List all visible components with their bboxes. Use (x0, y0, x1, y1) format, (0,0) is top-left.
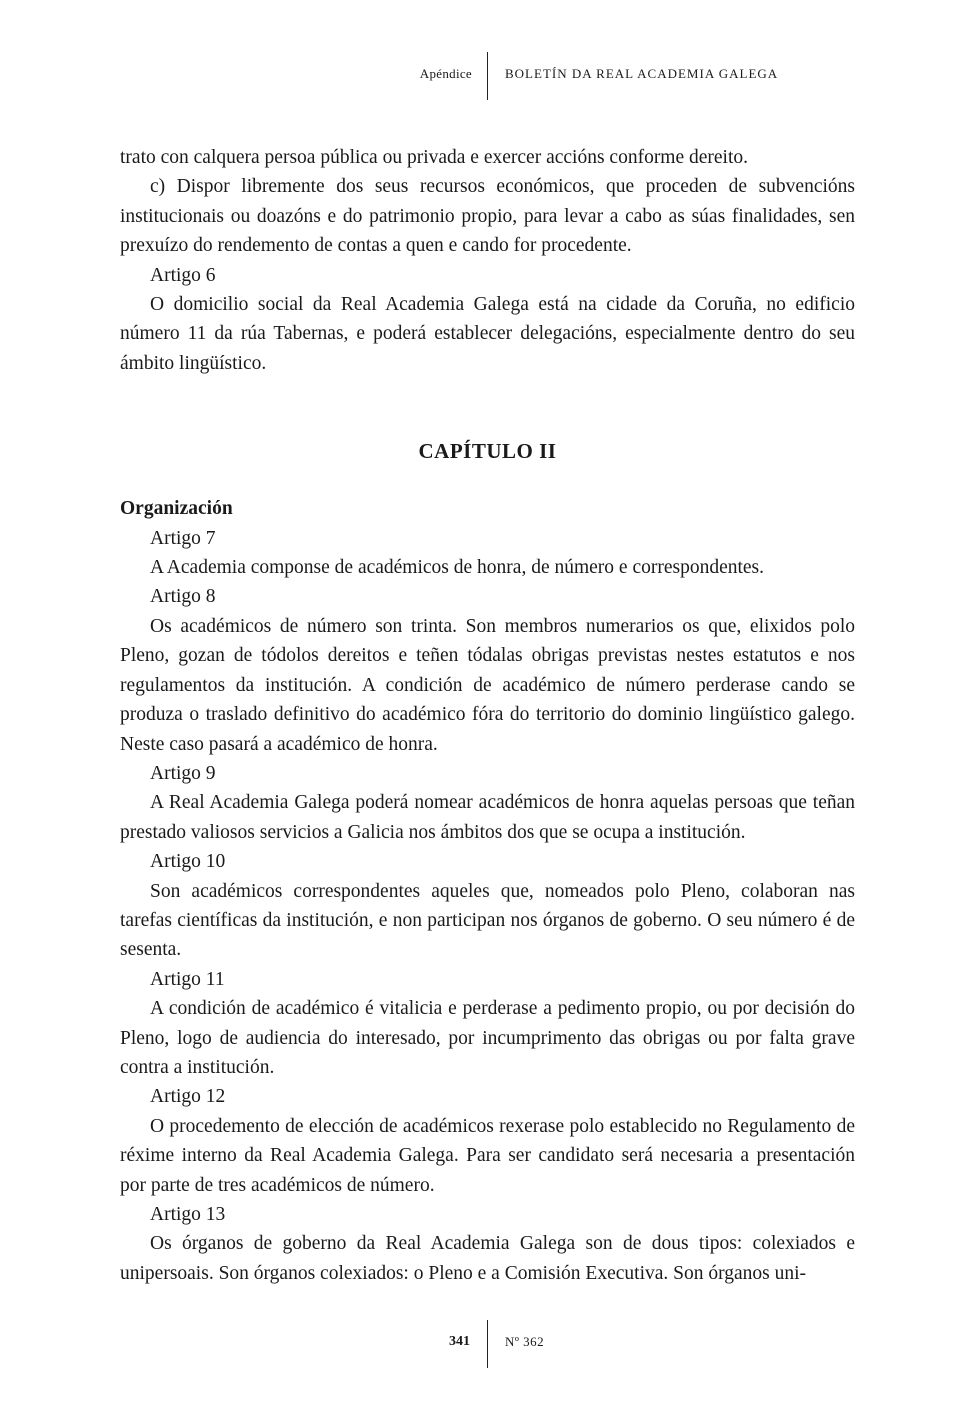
article-heading: Artigo 11 (150, 968, 225, 990)
header-divider (487, 52, 488, 100)
paragraph: trato con calquera persoa pública ou privada e exercer accións conforme dereito. (120, 147, 749, 168)
page-body (120, 143, 855, 1288)
paragraph: O procedemento de elección de académicos rexerase polo establecido no Regulamento de réxime interno da Real Academia Galega. Para ser candidato será necesaria a presentación por parte de tres académicos de número. (120, 1115, 855, 1196)
footer-divider (487, 1320, 488, 1368)
running-header (0, 52, 975, 100)
article-heading: Artigo 8 (150, 586, 216, 608)
paragraph: A Real Academia Galega poderá nomear académicos de honra aquelas persoas que teñan prestado valiosos servicios a Galicia nos ámbitos dos que se ocupa a institución. (120, 792, 855, 843)
article-heading: Artigo 9 (150, 762, 216, 784)
journal-title: BOLETÍN DA REAL ACADEMIA GALEGA (505, 66, 779, 81)
section-subtitle: Organización (120, 498, 233, 520)
issue-number: Nº 362 (505, 1334, 545, 1349)
paragraph: c) Dispor libremente dos seus recursos económicos, que proceden de subvencións institucionais ou doazóns e do patrimonio propio, para levar a cabo as súas finalidades, sen prexuízo do rendemento de contas a quen e cando for procedente. (120, 176, 855, 257)
article-heading: Artigo 7 (150, 527, 216, 549)
paragraph: A condición de académico é vitalicia e perderase a pedimento propio, ou por decisión do Pleno, logo de audiencia do interesado, por incumprimento das obrigas ou por falta grave contra a institución. (120, 998, 855, 1078)
paragraph: Os órganos de goberno da Real Academia Galega son de dous tipos: colexiados e unipersoais. Son órganos colexiados: o Pleno e a Comisión Executiva. Son órganos uni- (120, 1233, 855, 1284)
article-heading: Artigo 6 (150, 264, 216, 286)
page-footer (0, 1320, 975, 1368)
section-label: Apéndice (419, 66, 472, 81)
chapter-title: CAPÍTULO II (418, 439, 557, 464)
article-heading: Artigo 12 (150, 1086, 226, 1108)
paragraph: Os académicos de número son trinta. Son membros numerarios os que, elixidos polo Pleno, gozan de tódolos dereitos e teñen tódalas obrigas previstas nestes estatutos e nos regulamentos da institución. A condición de académico de número perderase cando se produza o traslado definitivo do académico fóra do territorio do dominio lingüístico galego. Neste caso pasará a académico de honra. (120, 615, 855, 755)
article-heading: Artigo 10 (150, 851, 226, 873)
paragraph: Son académicos correspondentes aqueles que, nomeados polo Pleno, colaboran nas tarefas científicas da institución, e non participan nos órganos de goberno. O seu número é de sesenta. (120, 880, 855, 961)
page-number: 341 (449, 1334, 470, 1349)
paragraph: A Academia componse de académicos de honra, de número e correspondentes. (150, 557, 765, 579)
paragraph: O domicilio social da Real Academia Galega está na cidade da Coruña, no edificio número 11 da rúa Tabernas, e poderá establecer delegacións, especialmente dentro do seu ámbito lingüístico. (120, 294, 855, 374)
article-heading: Artigo 13 (150, 1204, 226, 1225)
